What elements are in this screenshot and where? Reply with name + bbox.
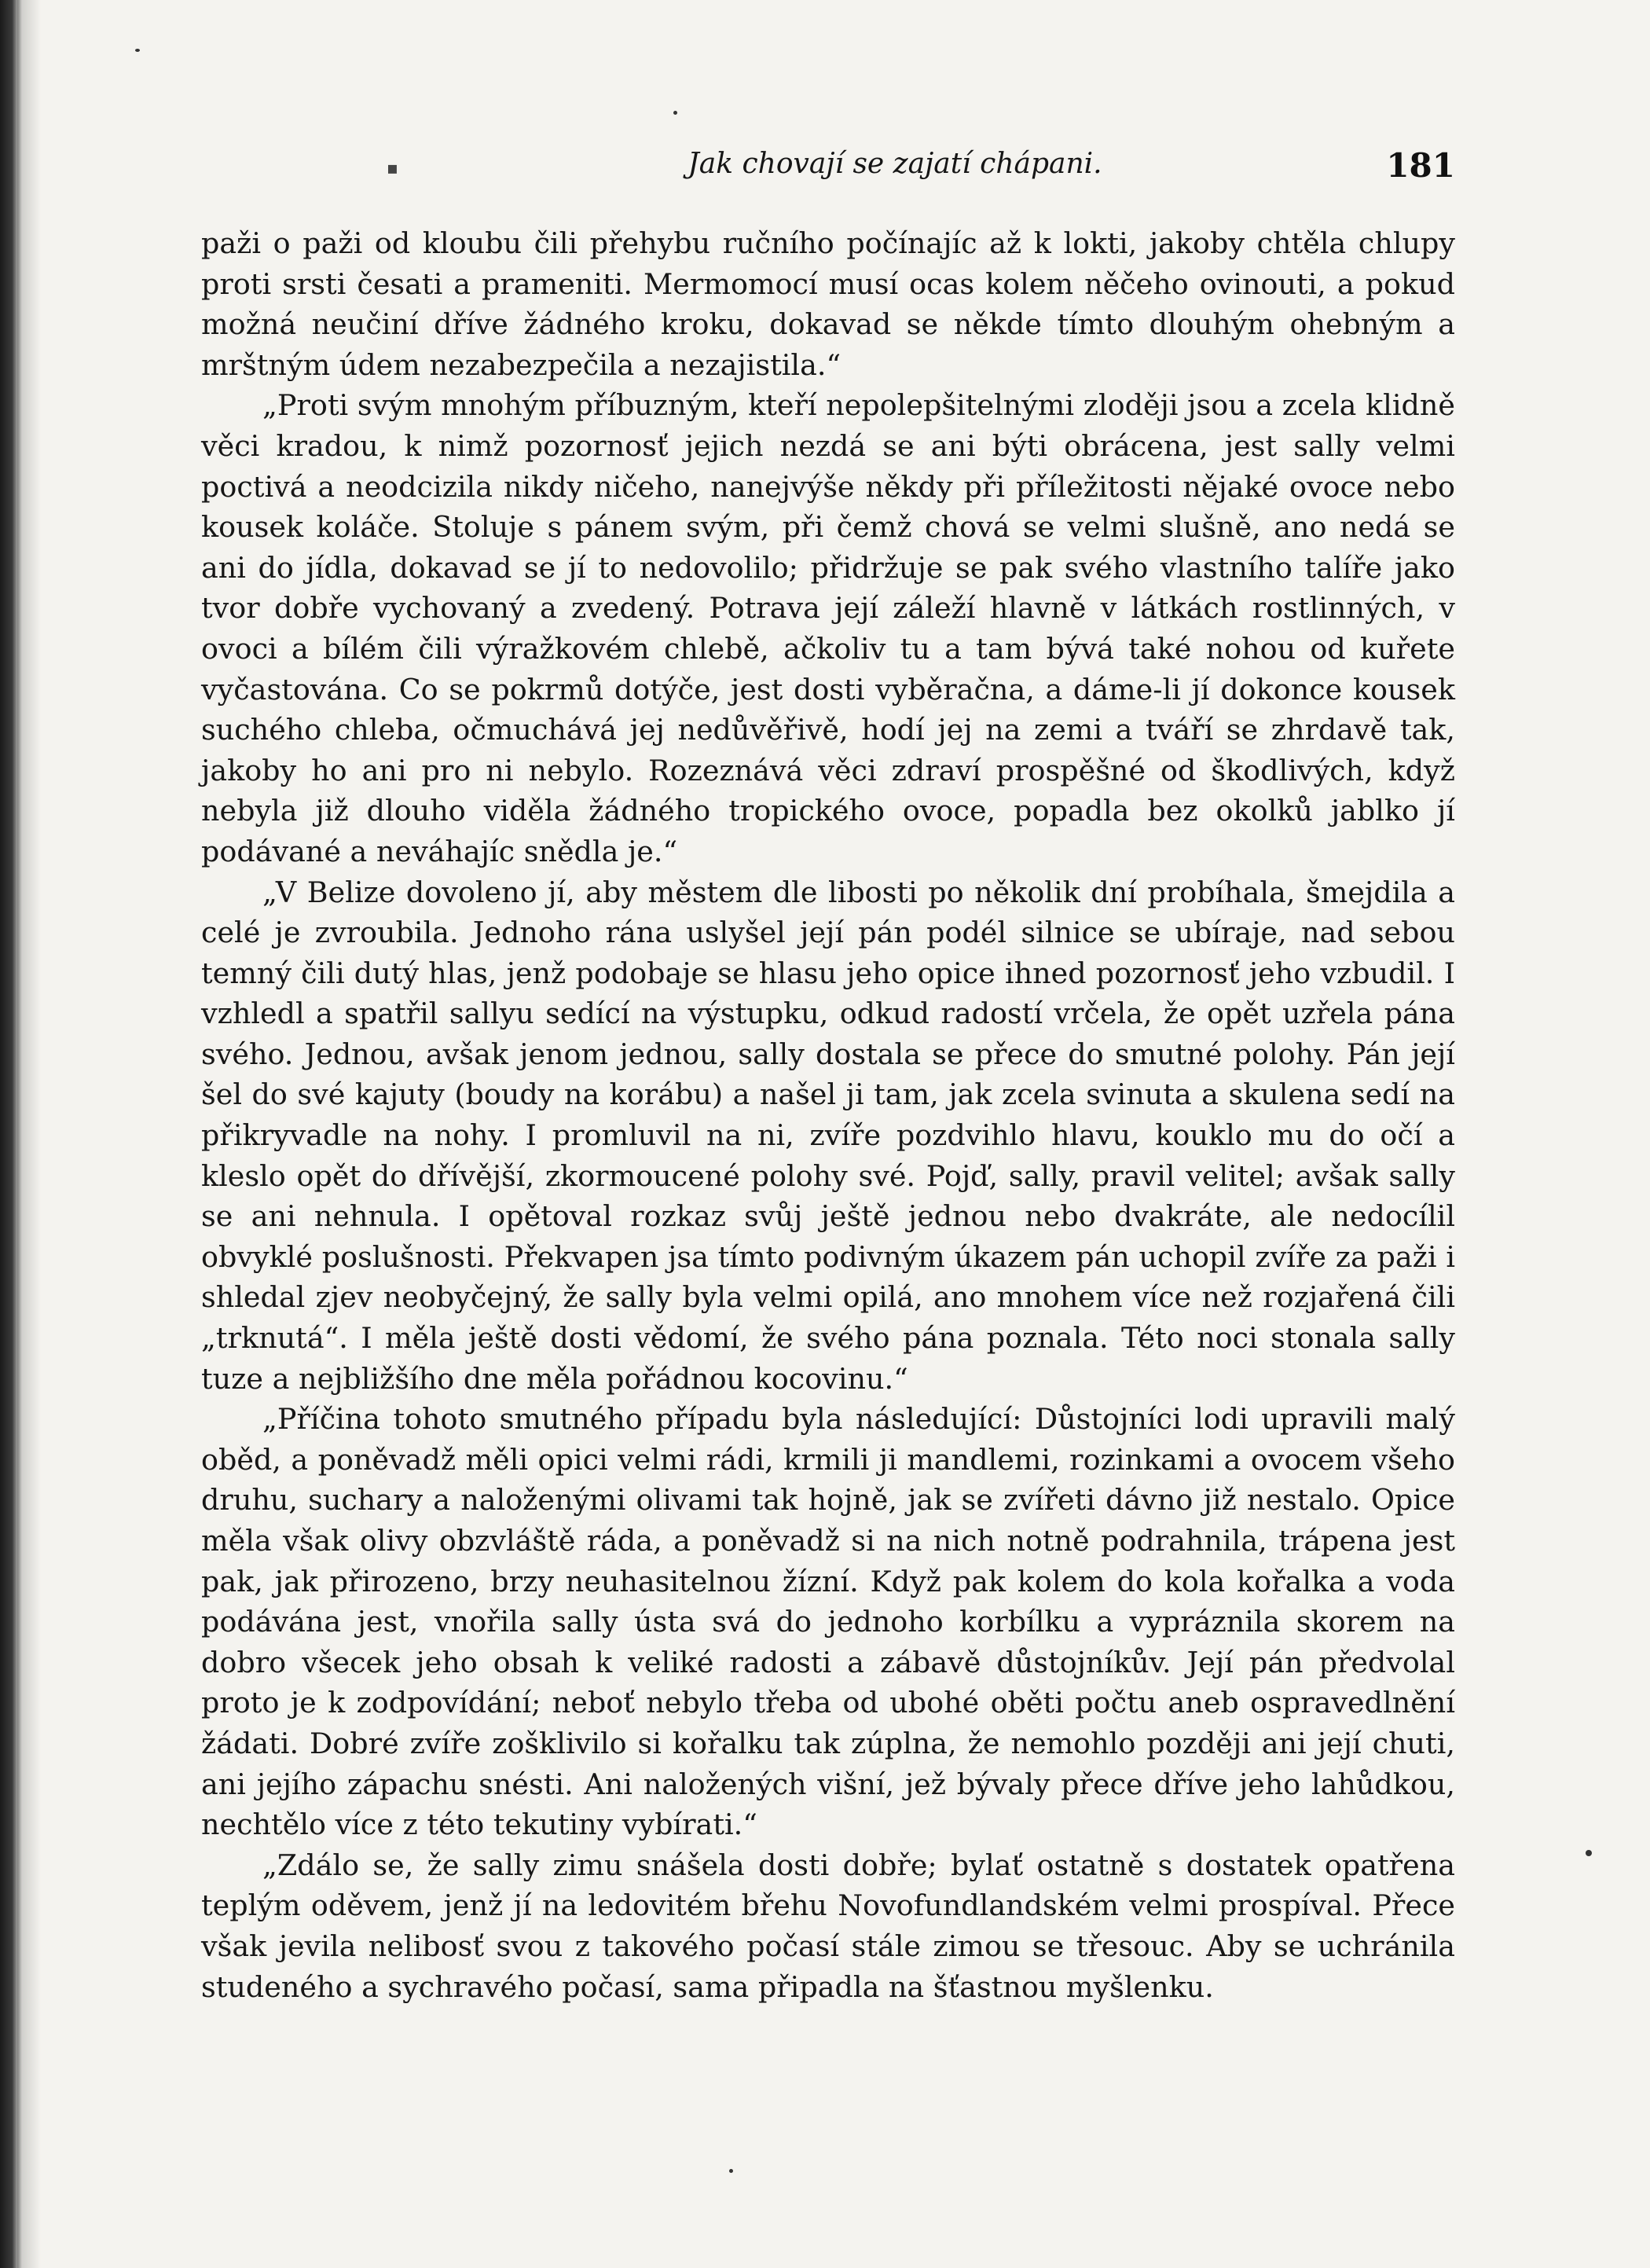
page-header — [201, 148, 1455, 195]
paragraph-continuation: paži o paži od kloubu čili přehybu ručního počínajíc až k lokti, jakoby chtěla chlupy proti srsti česati a prameniti. Mermomocí musí ocas kolem něčeho ovinouti, a pokud možná neučiní dříve žádného kroku, dokavad se někde tímto dlouhým ohebným a mrštným údem nezabezpečila a nezajistila.“ — [201, 226, 1455, 382]
paragraph: „Zdálo se, že sally zimu snášela dosti dobře; bylať ostatně s dostatek opatřena teplým oděvem, jenž jí na ledovitém břehu Novofundlandském velmi prospíval. Přece však jevila nelibosť svou z takového počasí stále zimou se třesouc. Aby se uchránila studeného a sychravého počasí, sama připadla na šťastnou myšlenku. — [201, 1848, 1455, 2004]
paragraph: „Proti svým mnohým příbuzným, kteří nepolepšitelnými zloději jsou a zcela klidně věci kradou, k nimž pozornosť jejich nezdá se ani býti obrácena, jest sally velmi poctivá a neodcizila nikdy ničeho, nanejvýše někdy při příležitosti nějaké ovoce nebo kousek koláče. Stoluje s pánem svým, při čemž chová se velmi slušně, ano nedá se ani do jídla, dokavad se jí to nedovolilo; přidržuje se pak svého vlastního talíře jako tvor dobře vychovaný a zvedený. Potrava její záleží hlavně v látkách rostlinných, v ovoci a bílém čili výražkovém chlebě, ačkoliv tu a tam bývá také nohou od kuřete vyčastována. Co se pokrmů dotýče, jest dosti vyběračna, a dáme-li jí dokonce kousek suchého chleba, očmuchává jej nedůvěřivě, hodí jej na zemi a tváří se zhrdavě tak, jakoby ho ani pro ni nebylo. Rozeznává věci zdraví prospěšné od škodlivých, když nebyla již dlouho viděla žádného tropického ovoce, popadla bez okolků jablko jí podávané a neváhajíc snědla je.“ — [201, 388, 1455, 868]
binding-shadow — [17, 0, 41, 2268]
paragraph: „V Belize dovoleno jí, aby městem dle libosti po několik dní probíhala, šmejdila a celé je zvroubila. Jednoho rána uslyšel její pán podél silnice se ubíraje, nad sebou temný čili dutý hlas, jenž podobaje se hlasu jeho opice ihned pozornosť jeho vzbudil. I vzhledl a spatřil sallyu sedící na výstupku, odkud radostí vrčela, že opět uzřela pána svého. Jednou, avšak jenom jednou, sally dostala se přece do smutné polohy. Pán její šel do své kajuty (boudy na korábu) a našel ji tam, jak zcela svinuta a skulena sedí na přikryvadle na nohy. I promluvil na ni, zvíře pozdvihlo hlavu, kouklo mu do očí a kleslo opět do dřívější, zkormoucené polohy své. Pojď, sally, pravil velitel; avšak sally se ani nehnula. I opětoval rozkaz svůj ještě jednou nebo dvakráte, ale nedocílil obvyklé poslušnosti. Překvapen jsa tímto podivným úkazem pán uchopil zvíře za paži i shledal zjev neobyčejný, že sally byla velmi opilá, ano mnohem více než rozjařená čili „trknutá“. I měla ještě dosti vědomí, že svého pána poznala. Této noci stonala sally tuze a nejbližšího dne měla pořádnou kocovinu.“ — [201, 875, 1455, 1396]
paragraph: „Příčina tohoto smutného případu byla následující: Důstojníci lodi upravili malý oběd, a poněvadž měli opici velmi rádi, krmili ji mandlemi, rozinkami a ovocem všeho druhu, suchary a naloženými olivami tak hojně, jak se zvířeti dávno již nestalo. Opice měla však olivy obzvláště ráda, a poněvadž si na nich notně podrahnila, trápena jest pak, jak přirozeno, brzy neuhasitelnou žízní. Když pak kolem do kola kořalka a voda podávána jest, vnořila sally ústa svá do jednoho korbílku a vypráznila skorem na dobro všecek jeho obsah k veliké radosti a zábavě důstojníkův. Její pán předvolal proto je k zodpovídání; neboť nebylo třeba od ubohé oběti počtu aneb ospravedlnění žádati. Dobré zvíře zošklivilo si kořalku tak zúplna, že nemohlo později ani její chuti, ani jejího zápachu snésti. Ani naložených višní, jež bývaly přece dříve jeho lahůdkou, nechtělo více z této tekutiny vybírati.“ — [201, 1402, 1455, 1842]
ink-speck — [135, 49, 140, 52]
body-text — [201, 223, 1455, 2007]
running-title: Jak chovají se zajatí chápani. — [688, 148, 1102, 180]
ink-speck — [729, 2169, 733, 2173]
ink-speck — [1586, 1850, 1592, 1856]
ink-speck — [673, 111, 677, 115]
header-marker: ▪ — [387, 159, 398, 178]
page-number: 181 — [1386, 146, 1455, 185]
